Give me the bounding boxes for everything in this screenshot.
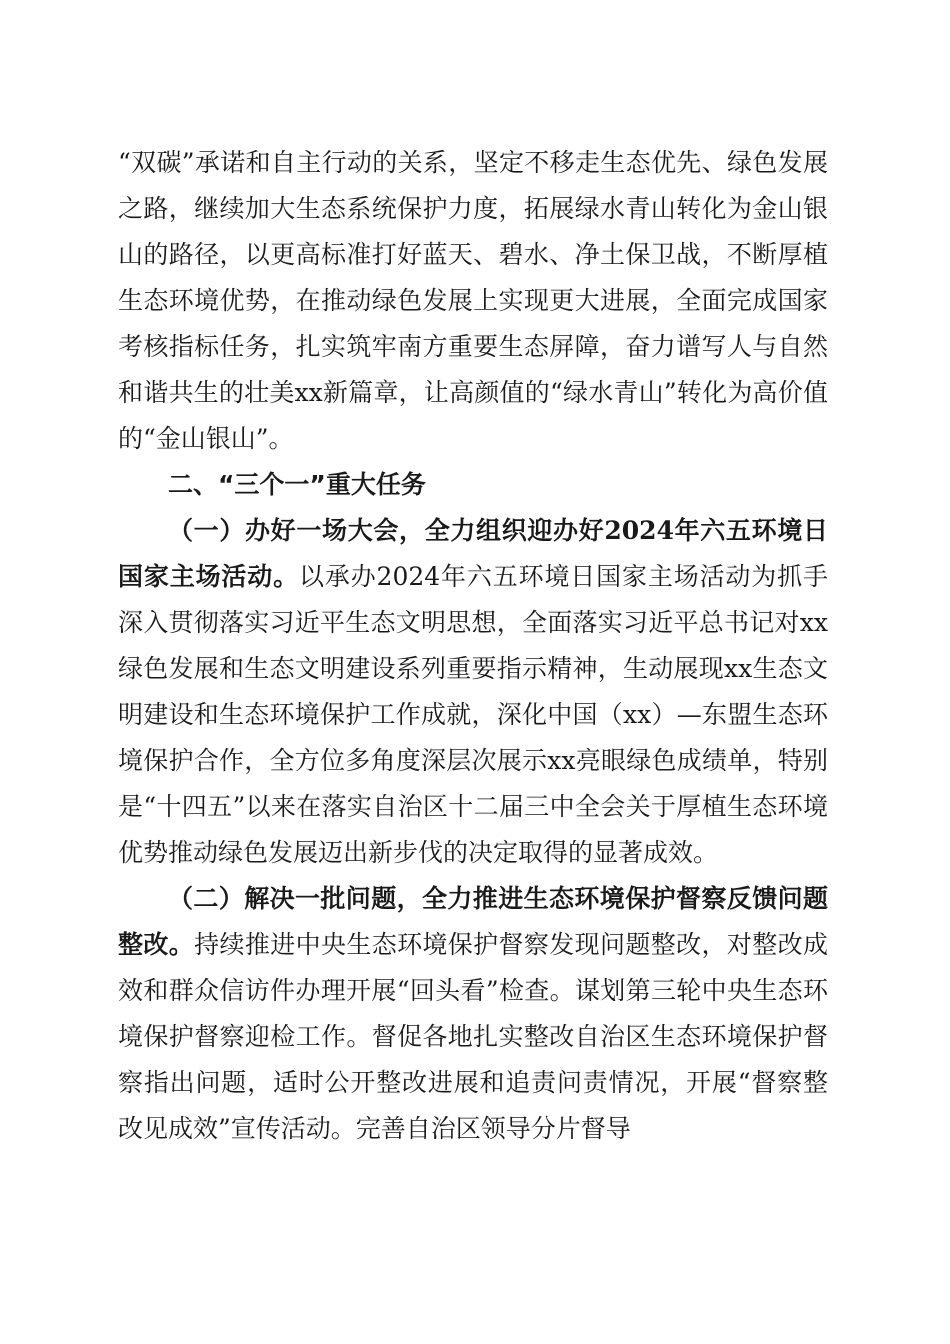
task-item-1: [118, 508, 828, 876]
task-item-2: [118, 876, 828, 1152]
paragraph-continuation: “双碳”承诺和自主行动的关系，坚定不移走生态优先、绿色发展之路，继续加大生态系统保护力度，拓展绿水青山转化为金山银山的路径，以更高标准打好蓝天、碧水、净土保卫战，不断厚植生态环境优势，在推动绿色发展上实现更大进展，全面完成国家考核指标任务，扎实筑牢南方重要生态屏障，奋力谱写人与自然和谐共生的壮美xx新篇章，让高颜值的“绿水青山”转化为高价值的“金山银山”。: [118, 148, 828, 453]
document-body: [118, 140, 828, 1152]
section-heading: 二、“三个一”重大任务: [168, 470, 426, 499]
task-item-1-heading: （一）办好一场大会，全力组织迎办好2024年六五环境日国家主场活动。: [118, 516, 828, 591]
task-item-2-heading: （二）解决一批问题，全力推进生态环境保护督察反馈问题整改。: [118, 884, 828, 959]
task-item-1-body: 以承办2024年六五环境日国家主场活动为抓手深入贯彻落实习近平生态文明思想，全面落实习近平总书记对xx绿色发展和生态文明建设系列重要指示精神，生动展现xx生态文明建设和生态环境保护工作成就，深化中国（xx）—东盟生态环境保护合作，全方位多角度深层次展示xx亮眼绿色成绩单，特别是“十四五”以来在落实自治区十二届三中全会关于厚植生态环境优势推动绿色发展迈出新步伐的决定取得的显著成效。: [118, 562, 828, 867]
task-item-2-body: 持续推进中央生态环境保护督察发现问题整改，对整改成效和群众信访件办理开展“回头看”检查。谋划第三轮中央生态环境保护督察迎检工作。督促各地扎实整改自治区生态环境保护督察指出问题，适时公开整改进展和追责问责情况，开展“督察整改见成效”宣传活动。完善自治区领导分片督导: [118, 930, 828, 1143]
